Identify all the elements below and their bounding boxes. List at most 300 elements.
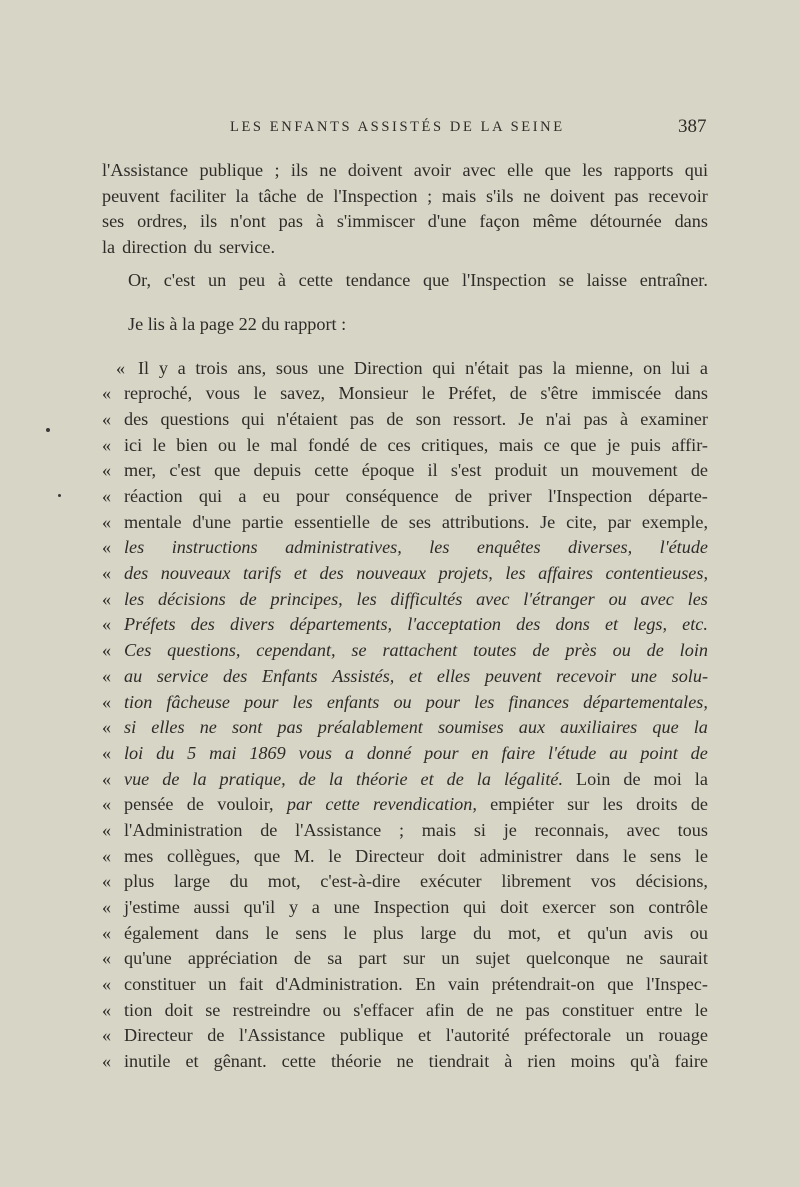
- word: sur: [567, 794, 590, 815]
- guillemet: «: [102, 948, 112, 969]
- word: ou: [689, 922, 708, 943]
- word: exemple,: [641, 511, 708, 532]
- word: soumises: [437, 717, 504, 738]
- word: donné: [366, 742, 412, 763]
- word: l'Inspec-: [646, 974, 708, 995]
- word: ;: [398, 819, 405, 840]
- word: y: [288, 897, 299, 917]
- word: les: [474, 691, 495, 712]
- word: la: [102, 236, 116, 257]
- word: l'autorité: [445, 1025, 510, 1046]
- word: appréciation: [187, 948, 278, 969]
- quote-line: [102, 715, 708, 741]
- page-body: [102, 158, 708, 1075]
- word: tion: [124, 691, 153, 712]
- guillemet: «: [116, 357, 126, 378]
- word: pour: [296, 486, 330, 506]
- quote-line-text: [124, 433, 708, 459]
- word: par: [607, 511, 631, 532]
- quote-line: [102, 1049, 708, 1075]
- word: a: [699, 357, 708, 378]
- word: départementales,: [583, 691, 708, 712]
- word: de: [509, 383, 527, 404]
- quote-line: [102, 869, 708, 895]
- word: ou: [218, 434, 237, 455]
- word: tion: [124, 999, 153, 1020]
- word: tâche: [258, 185, 297, 206]
- word: l'Assistance: [295, 819, 382, 840]
- word: l'Administration: [124, 819, 243, 840]
- quote-line: [102, 690, 708, 716]
- word: j'estime: [124, 897, 180, 917]
- word: service.: [218, 236, 276, 257]
- guillemet: «: [102, 742, 112, 763]
- word: peuvent: [484, 665, 542, 686]
- word: ou: [608, 588, 627, 609]
- word: mouvement: [591, 460, 678, 481]
- word: les: [505, 563, 526, 584]
- word: de: [186, 794, 204, 815]
- word: de: [690, 794, 708, 815]
- word: elle: [507, 160, 534, 180]
- word: près: [565, 640, 597, 661]
- word: qui: [241, 408, 265, 429]
- word: ils: [290, 160, 309, 180]
- word: large: [420, 922, 457, 943]
- word: peuvent: [102, 185, 160, 206]
- word: instructions: [171, 537, 258, 558]
- word: on: [643, 357, 662, 378]
- word: je: [503, 819, 517, 840]
- word: avoir: [413, 160, 452, 180]
- word: Assistés,: [332, 665, 395, 686]
- word: mot,: [507, 922, 541, 943]
- word: mais: [441, 185, 477, 206]
- word: qu'il: [243, 897, 276, 917]
- word: priver: [488, 486, 532, 506]
- quote-line: [102, 844, 708, 870]
- word: même: [532, 211, 578, 232]
- word: faire: [674, 1051, 708, 1072]
- word: doit: [164, 999, 193, 1020]
- word: pas: [518, 357, 543, 378]
- guillemet: «: [102, 999, 112, 1020]
- word: au: [124, 665, 143, 686]
- word: moi: [653, 768, 682, 789]
- quote-line-text: [124, 638, 708, 664]
- word: divers: [230, 614, 275, 635]
- word: cette: [325, 794, 360, 815]
- word: legs,: [633, 614, 668, 635]
- word: qu'un: [587, 922, 628, 943]
- quote-line-text: [124, 690, 708, 716]
- word: il: [427, 460, 438, 481]
- word: ne: [199, 717, 217, 738]
- quote-line: [102, 433, 708, 459]
- word: a: [311, 897, 320, 917]
- word: et: [418, 1025, 432, 1046]
- word: cite,: [566, 511, 597, 532]
- word: Préfet,: [448, 383, 497, 404]
- word: sens: [295, 922, 327, 943]
- quote-line: [102, 1023, 708, 1049]
- word: exécuter: [420, 871, 482, 892]
- quote-line-text: [138, 356, 708, 382]
- word: ne: [396, 1051, 414, 1072]
- word: de: [298, 768, 316, 789]
- quote-line: [102, 407, 708, 433]
- guillemet: «: [102, 614, 112, 635]
- word: puis: [630, 434, 661, 455]
- word: de: [260, 819, 278, 840]
- word: le: [253, 383, 267, 404]
- word: contentieuses,: [605, 563, 708, 584]
- word: doit: [500, 897, 529, 917]
- quote-line-text: [124, 1023, 708, 1049]
- word: en: [471, 742, 489, 763]
- quote-line-text: [124, 921, 708, 947]
- word: quelconque: [526, 948, 610, 969]
- word: elles: [151, 717, 185, 738]
- word: nouveaux: [160, 563, 231, 584]
- guillemet: «: [102, 408, 112, 429]
- word: rien: [527, 1051, 556, 1072]
- word: Directeur: [124, 1025, 193, 1046]
- word: le: [343, 922, 357, 943]
- word: moins: [570, 1051, 616, 1072]
- page-number: 387: [678, 116, 707, 137]
- word: pas: [614, 185, 639, 206]
- word: publique: [199, 160, 264, 180]
- word: contrôle: [648, 897, 708, 917]
- word: depuis: [253, 460, 302, 481]
- word: vouloir,: [217, 794, 274, 815]
- quote-line: [102, 946, 708, 972]
- quote-line: [102, 587, 708, 613]
- word: à: [619, 408, 629, 429]
- word: la: [693, 717, 708, 738]
- quote-line-text: [124, 869, 708, 895]
- word: de: [646, 640, 664, 661]
- word: n'ont: [230, 211, 266, 232]
- word: de: [207, 1025, 225, 1046]
- quote-line-text: [124, 715, 708, 741]
- word: les: [292, 691, 313, 712]
- word: de: [306, 185, 324, 206]
- word: administratives,: [285, 537, 402, 558]
- word: des: [124, 408, 149, 429]
- word: des: [223, 665, 248, 686]
- word: le: [265, 922, 279, 943]
- word: laisse: [586, 270, 628, 291]
- word: solu-: [671, 665, 708, 686]
- word: 1869: [249, 742, 286, 763]
- word: s'ils: [485, 185, 514, 206]
- word: etc.: [682, 614, 708, 635]
- guillemet: «: [102, 768, 112, 789]
- word: revendication,: [373, 794, 477, 815]
- word: de: [466, 999, 484, 1020]
- word: loi: [124, 742, 144, 763]
- word: pas: [277, 717, 303, 738]
- word: préfectorale: [524, 1025, 612, 1046]
- word: la: [328, 768, 344, 789]
- word: au: [609, 742, 628, 763]
- word: que: [652, 717, 679, 738]
- word: que: [570, 434, 597, 455]
- quote-line: [102, 510, 708, 536]
- word: de: [359, 434, 378, 455]
- word: de: [380, 511, 398, 532]
- word: et: [420, 768, 434, 789]
- word: c'est: [163, 270, 196, 291]
- word: le: [694, 999, 708, 1020]
- word: la: [192, 768, 207, 789]
- word: doivent: [550, 185, 605, 206]
- word: dans: [674, 211, 708, 232]
- word: y: [158, 357, 168, 378]
- word: dans: [674, 383, 708, 404]
- word: mai: [209, 742, 237, 763]
- word: époque: [361, 460, 415, 481]
- word: bien: [176, 434, 208, 455]
- word: dans: [575, 845, 610, 866]
- word: M.: [293, 845, 315, 866]
- word: l'Inspection: [461, 270, 547, 291]
- word: une: [317, 357, 345, 378]
- word: que: [607, 974, 634, 995]
- guillemet: «: [102, 383, 112, 404]
- word: à: [504, 1051, 513, 1072]
- guillemet: «: [102, 974, 112, 995]
- word: que: [422, 270, 450, 291]
- word: légalité.: [503, 768, 564, 789]
- word: qui: [463, 897, 487, 917]
- word: sous: [275, 357, 309, 378]
- word: de: [690, 742, 708, 763]
- word: l'étude: [548, 742, 597, 763]
- word: auxiliaires: [560, 717, 638, 738]
- guillemet: «: [102, 563, 112, 584]
- word: loin: [679, 640, 708, 661]
- word: publique: [339, 1025, 404, 1046]
- quote-line: [102, 535, 708, 561]
- word: part: [358, 948, 387, 969]
- word: constituer: [124, 974, 196, 995]
- word: théorie: [356, 768, 408, 789]
- word: rapports: [613, 160, 674, 180]
- word: Je: [518, 408, 534, 429]
- word: critiques,: [421, 434, 489, 455]
- word: cette: [298, 270, 333, 291]
- word: Monsieur: [338, 383, 409, 404]
- word: de: [386, 408, 404, 429]
- word: Loin: [576, 768, 611, 789]
- word: sa: [327, 948, 343, 969]
- word: savez,: [280, 383, 326, 404]
- word: Direction: [353, 357, 423, 378]
- word: avec: [626, 819, 660, 840]
- word: pour: [425, 691, 461, 712]
- word: mes: [124, 845, 154, 866]
- word: les: [124, 588, 145, 609]
- word: n'étaient: [276, 408, 338, 429]
- quote-line-text: [124, 767, 708, 793]
- word: mentale: [124, 511, 182, 532]
- word: du: [473, 922, 492, 943]
- text-line: [102, 235, 708, 261]
- quoted-passage: [102, 356, 708, 1075]
- word: du: [229, 871, 248, 892]
- word: ils: [200, 211, 218, 232]
- word: vain: [447, 974, 480, 995]
- word: c'est-à-dire: [320, 871, 401, 892]
- word: le: [152, 434, 166, 455]
- word: de: [532, 640, 550, 661]
- word: s'immiscer: [336, 211, 415, 232]
- quote-line: [102, 792, 708, 818]
- word: tendance: [345, 270, 411, 291]
- word: conséquence: [345, 486, 439, 506]
- quote-line: [102, 638, 708, 664]
- quote-line-text: [124, 664, 708, 690]
- word: sont: [231, 717, 263, 738]
- word: le: [623, 845, 637, 866]
- word: afin: [425, 999, 455, 1020]
- word: dons: [555, 614, 590, 635]
- guillemet: «: [102, 845, 112, 866]
- word: l'Assistance: [102, 160, 189, 180]
- word: rouage: [658, 1025, 708, 1046]
- word: direction: [122, 236, 187, 257]
- word: un: [625, 1025, 644, 1046]
- word: départe-: [648, 486, 708, 506]
- word: tarifs: [242, 563, 282, 584]
- quote-line-text: [124, 561, 708, 587]
- word: ;: [274, 160, 280, 180]
- word: préalablement: [317, 717, 423, 738]
- word: pratique,: [219, 768, 286, 789]
- word: un: [208, 974, 227, 995]
- word: une: [333, 897, 360, 917]
- quote-line-text: [124, 484, 708, 510]
- word: l'étude: [659, 537, 708, 558]
- word: mer,: [124, 460, 157, 481]
- word: librement: [501, 871, 572, 892]
- word: de: [690, 460, 708, 481]
- word: diverses,: [568, 537, 633, 558]
- word: du: [193, 236, 212, 257]
- quote-line: [102, 972, 708, 998]
- word: sujet: [475, 948, 510, 969]
- word: mal: [270, 434, 298, 455]
- quote-line-text: [124, 844, 708, 870]
- word: tiendrait: [428, 1051, 490, 1072]
- guillemet: «: [102, 922, 112, 943]
- word: pour: [244, 691, 279, 712]
- quote-line: [102, 895, 708, 921]
- guillemet: «: [102, 691, 112, 712]
- guillemet: «: [102, 640, 112, 661]
- word: pas: [583, 408, 608, 429]
- word: questions: [160, 408, 230, 429]
- guillemet: «: [102, 588, 112, 609]
- word: tous: [677, 819, 708, 840]
- word: Préfets: [124, 614, 176, 635]
- word: les: [602, 794, 623, 815]
- word: rattachent: [382, 640, 458, 661]
- page-header: [0, 116, 800, 143]
- word: un: [441, 948, 460, 969]
- word: Inspection: [373, 897, 450, 917]
- word: le: [328, 845, 342, 866]
- word: cette: [281, 1051, 316, 1072]
- word: départements,: [289, 614, 393, 635]
- word: service: [156, 665, 209, 686]
- word: finances: [508, 691, 570, 712]
- word: de: [623, 768, 641, 789]
- word: pas: [349, 408, 375, 429]
- quote-line: [102, 356, 708, 382]
- word: aussi: [193, 897, 230, 917]
- word: large: [174, 871, 211, 892]
- paragraph-3: Je lis à la page 22 du rapport :: [128, 313, 347, 334]
- quote-line-text: [124, 792, 708, 818]
- word: que: [544, 160, 571, 180]
- word: à: [277, 270, 286, 291]
- word: l'étranger: [523, 588, 595, 609]
- word: En: [415, 974, 436, 995]
- word: ne: [626, 948, 644, 969]
- paragraph-1: [102, 158, 708, 260]
- word: vous: [205, 383, 240, 404]
- quote-line: [102, 767, 708, 793]
- quote-line-text: [124, 972, 708, 998]
- word: ressort.: [453, 408, 507, 429]
- word: et: [557, 922, 571, 943]
- word: Enfants: [261, 665, 318, 686]
- word: la: [694, 768, 708, 789]
- quote-line: [102, 381, 708, 407]
- guillemet: «: [102, 1051, 112, 1072]
- quote-line-text: [124, 458, 708, 484]
- guillemet: «: [102, 1025, 112, 1046]
- word: a: [177, 357, 186, 378]
- word: recevoir: [648, 185, 708, 206]
- word: mais: [421, 819, 457, 840]
- word: difficultés: [390, 588, 463, 609]
- word: reconnais,: [534, 819, 609, 840]
- word: entre: [646, 999, 683, 1020]
- word: a: [344, 742, 354, 763]
- word: la: [476, 768, 491, 789]
- word: recevoir: [556, 665, 617, 686]
- word: pensée: [124, 794, 174, 815]
- word: plus: [124, 871, 155, 892]
- word: se: [351, 640, 367, 661]
- word: l'acceptation: [407, 614, 502, 635]
- word: les: [124, 537, 145, 558]
- quote-line-text: [124, 1049, 708, 1075]
- word: attributions.: [441, 511, 530, 532]
- word: et: [293, 563, 307, 584]
- quote-line: [102, 818, 708, 844]
- guillemet: «: [102, 434, 112, 455]
- word: se: [205, 999, 221, 1020]
- word: les: [356, 588, 377, 609]
- word: essentielle: [294, 511, 370, 532]
- word: si: [473, 819, 486, 840]
